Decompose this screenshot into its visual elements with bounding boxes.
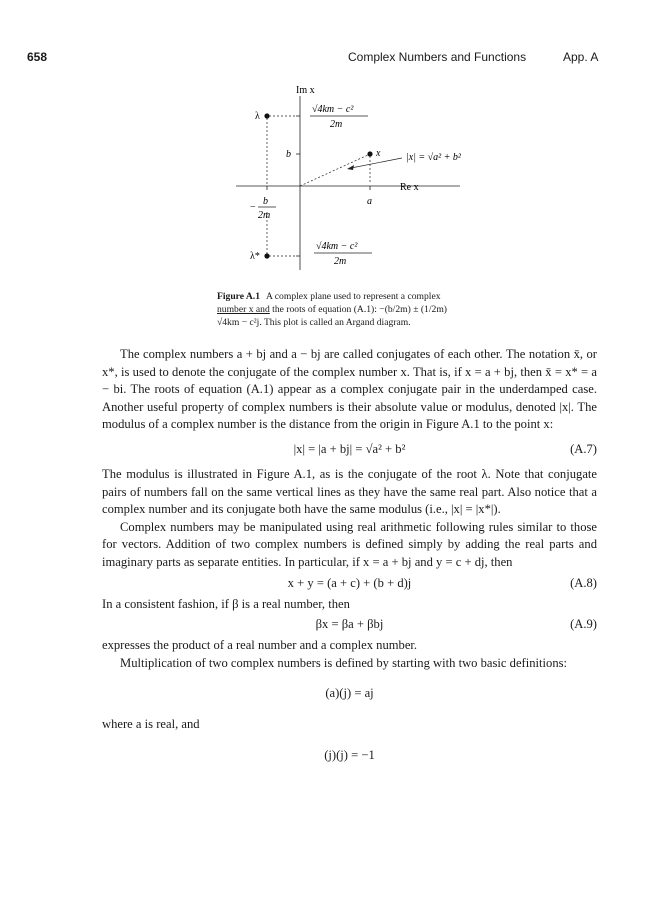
paragraph-conjugates: The complex numbers a + bj and a − bj are called conjugates of each other. The notation x̄, or x*, is used to denote the conjugate of the complex number x. That is, if x = a + bj, then x̄ = x* = a − bi. The roots of equation (A.1) appear as a complex conjugate pair in the underdamped case. Another useful property of complex numbers is their absolute value or modulus, denoted |x|. The modulus of a complex number is the distance from the origin in Figure A.1 to the point x:	[102, 347, 597, 432]
modulus-label: |x| = √a² + b²	[406, 152, 461, 163]
equation-a8	[102, 572, 597, 596]
equation-a9-body: βx = βa + βbj	[315, 617, 384, 632]
equation-a9	[102, 613, 597, 637]
caption-line-1: A complex plane used to represent a complex	[266, 291, 441, 302]
lambda-point	[264, 113, 269, 118]
appendix-label: App. A	[563, 50, 599, 64]
lambda-star-label: λ*	[250, 251, 260, 262]
left-fraction-num: b	[263, 196, 268, 207]
page-header	[0, 50, 647, 66]
argand-diagram	[230, 84, 530, 279]
modulus-vector	[300, 155, 368, 186]
paragraph-real-scalar: In a consistent fashion, if β is a real number, then	[102, 596, 350, 611]
page-number: 658	[27, 50, 48, 64]
re-axis-label: Re x	[400, 182, 419, 193]
point-x	[367, 151, 372, 156]
equation-a7-body: |x| = |a + bj| = √a² + b²	[293, 441, 406, 456]
bottom-fraction-den: 2m	[334, 256, 347, 267]
equation-a8-number: (A.8)	[570, 575, 597, 590]
b-label: b	[286, 149, 291, 160]
paragraph-product: expresses the product of a real number and a complex number.	[102, 638, 418, 653]
equation-a7-number: (A.7)	[570, 441, 597, 456]
paragraph-arithmetic: Complex numbers may be manipulated using real arithmetic following rules similar to those for vectors. Addition of two complex numbers is defined simply by adding the real parts and imaginary parts as separate entities. In particular, if x = a + bj and y = c + dj, then	[102, 519, 597, 569]
equation-aj	[102, 682, 597, 706]
body-text	[102, 346, 597, 768]
caption-line-2: the roots of equation (A.1): −(b/2m) ± (1/2m)	[272, 304, 447, 315]
figure-caption	[217, 290, 532, 329]
caption-line-2-underlined: number x and	[217, 304, 270, 315]
caption-label: Figure A.1	[217, 291, 260, 302]
im-axis-label: Im x	[296, 85, 315, 96]
lambda-star-point	[264, 253, 269, 258]
running-head: Complex Numbers and Functions	[348, 50, 527, 64]
top-fraction-num: √4km − c²	[312, 104, 354, 115]
bottom-fraction-num: √4km − c²	[316, 241, 358, 252]
point-x-label: x	[376, 148, 381, 159]
equation-a8-body: x + y = (a + c) + (b + d)j	[287, 575, 412, 590]
caption-line-3: √4km − c²j. This plot is called an Argand diagram.	[217, 317, 411, 328]
left-fraction-sign: −	[250, 202, 256, 213]
paragraph-multiplication: Multiplication of two complex numbers is defined by starting with two basic definitions:	[120, 655, 568, 670]
equation-aj-body: (a)(j) = aj	[325, 686, 374, 701]
equation-jj-body: (j)(j) = −1	[324, 747, 375, 762]
equation-jj	[102, 744, 597, 768]
paragraph-where-real: where a is real, and	[102, 717, 200, 732]
left-fraction-den: 2m	[258, 210, 271, 221]
lambda-label: λ	[255, 111, 260, 122]
equation-a7	[102, 438, 597, 462]
modulus-leader-arrow	[347, 165, 354, 170]
a-label: a	[367, 196, 372, 207]
equation-a9-number: (A.9)	[570, 617, 597, 632]
paragraph-modulus: The modulus is illustrated in Figure A.1, as is the conjugate of the root λ. Note that conjugate pairs of numbers fall on the same vertical lines as they have the same real part. Also notice that a complex number and its conjugate both have the same modulus (i.e., |x| = |x*|).	[102, 466, 597, 517]
top-fraction-den: 2m	[330, 119, 343, 130]
